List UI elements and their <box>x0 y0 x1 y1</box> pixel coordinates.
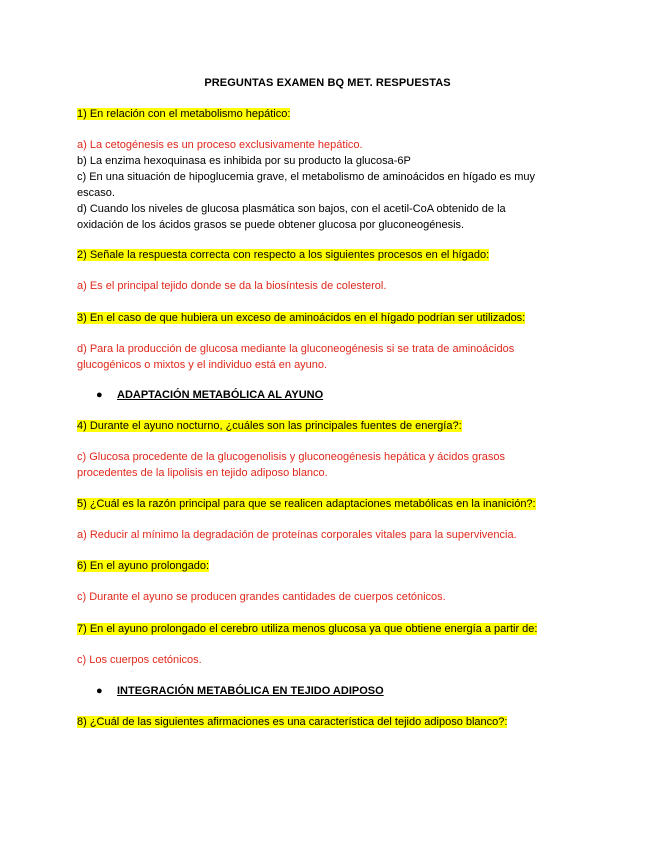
question-6 <box>77 559 209 575</box>
question-3-answer-line-2: glucogénicos o mixtos y el individuo está en ayuno. <box>77 359 328 371</box>
question-1-text: 1) En relación con el metabolismo hepático: <box>77 108 291 120</box>
question-1-option-d-line-1: d) Cuando los niveles de glucosa plasmática son bajos, con el acetil-CoA obtenido de la <box>77 203 506 215</box>
question-5-text: 5) ¿Cuál es la razón principal para que se realicen adaptaciones metabólicas en la inanición?: <box>77 498 536 510</box>
question-1-option-d-line-2: oxidación de los ácidos grasos se puede obtener glucosa por gluconeogénesis. <box>77 219 465 231</box>
page-title: PREGUNTAS EXAMEN BQ MET. RESPUESTAS <box>204 77 451 89</box>
question-3-text: 3) En el caso de que hubiera un exceso de aminoácidos en el hígado podrían ser utilizados: <box>77 312 526 324</box>
section-1-heading: ADAPTACIÓN METABÓLICA AL AYUNO <box>117 389 324 401</box>
question-7-text: 7) En el ayuno prolongado el cerebro utiliza menos glucosa ya que obtiene energía a partir de: <box>77 623 538 635</box>
question-7 <box>77 622 537 638</box>
section-2-bullet: ● <box>96 685 103 697</box>
question-3 <box>77 311 525 327</box>
question-8-text: 8) ¿Cuál de las siguientes afirmaciones es una característica del tejido adiposo blanco?: <box>77 716 508 728</box>
question-3-answer-line-1: d) Para la producción de glucosa mediante la gluconeogénesis si se trata de aminoácidos <box>77 343 515 355</box>
question-6-text: 6) En el ayuno prolongado: <box>77 560 210 572</box>
question-2-text: 2) Señale la respuesta correcta con respecto a los siguientes procesos en el hígado: <box>77 249 490 261</box>
question-1-option-c-line-2: escaso. <box>77 187 115 199</box>
question-1 <box>77 107 290 123</box>
question-1-option-c-line-1: c) En una situación de hipoglucemia grave, el metabolismo de aminoácidos en hígado es muy <box>77 171 535 183</box>
section-1-bullet: ● <box>96 389 103 401</box>
question-7-answer: c) Los cuerpos cetónicos. <box>77 654 202 666</box>
question-5-answer: a) Reducir al mínimo la degradación de proteínas corporales vitales para la supervivencia. <box>77 529 517 541</box>
question-4 <box>77 419 462 435</box>
question-4-answer-line-1: c) Glucosa procedente de la glucogenolisis y gluconeogénesis hepática y ácidos grasos <box>77 451 506 463</box>
question-5 <box>77 497 536 513</box>
question-2-answer: a) Es el principal tejido donde se da la biosíntesis de colesterol. <box>77 280 387 292</box>
question-1-option-b: b) La enzima hexoquinasa es inhibida por su producto la glucosa-6P <box>77 155 411 167</box>
question-2 <box>77 248 489 264</box>
question-4-answer-line-2: procedentes de la lipolisis en tejido adiposo blanco. <box>77 467 328 479</box>
question-6-answer: c) Durante el ayuno se producen grandes cantidades de cuerpos cetónicos. <box>77 591 446 603</box>
question-4-text: 4) Durante el ayuno nocturno, ¿cuáles son las principales fuentes de energía?: <box>77 420 462 432</box>
question-8 <box>77 715 507 731</box>
section-2-heading: INTEGRACIÓN METABÓLICA EN TEJIDO ADIPOSO <box>117 685 384 697</box>
question-1-option-a: a) La cetogénesis es un proceso exclusivamente hepático. <box>77 139 363 151</box>
